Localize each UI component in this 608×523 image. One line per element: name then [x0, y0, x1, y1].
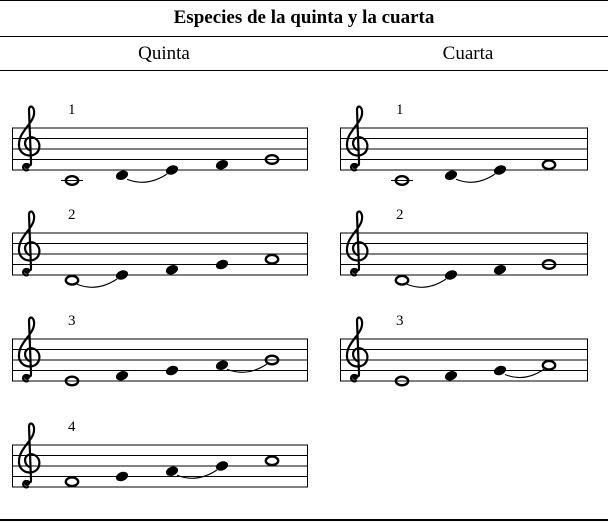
bottom-rule	[0, 519, 608, 521]
clef-tail-dot	[352, 374, 358, 380]
staff-quinta-1	[12, 102, 316, 194]
staff-quinta-4	[12, 419, 316, 511]
species-number: 4	[68, 419, 76, 435]
staff-cuarta-2	[340, 207, 596, 299]
header-rule	[0, 70, 608, 71]
quarter-note	[115, 369, 130, 382]
whole-note	[543, 361, 555, 370]
clef-tail-dot	[24, 268, 30, 274]
species-number: 1	[396, 102, 404, 118]
quarter-note	[215, 158, 230, 171]
quarter-note	[115, 470, 130, 483]
slur	[177, 470, 217, 478]
whole-note	[396, 276, 408, 285]
whole-note	[66, 276, 78, 285]
clef-tail-dot	[352, 268, 358, 274]
column-heading-quinta: Quinta	[138, 43, 190, 64]
staff-quinta-3	[12, 313, 316, 405]
clef-tail-dot	[24, 480, 30, 486]
species-number: 1	[68, 102, 76, 118]
whole-note	[543, 160, 555, 169]
quarter-note	[165, 364, 180, 377]
quarter-note	[444, 369, 459, 382]
title-rule	[0, 36, 608, 37]
slur	[127, 174, 167, 182]
slur	[77, 279, 117, 287]
staff-quinta-2	[12, 207, 316, 299]
slur	[407, 279, 446, 287]
species-number: 2	[396, 207, 404, 223]
whole-note	[266, 255, 278, 264]
table-title: Especies de la quinta y la cuarta	[173, 7, 435, 28]
species-number: 3	[68, 313, 76, 329]
column-heading-cuarta: Cuarta	[442, 43, 494, 64]
clef-tail-dot	[24, 163, 30, 169]
whole-note	[266, 456, 278, 465]
species-number: 2	[68, 207, 76, 223]
species-number: 3	[396, 313, 404, 329]
staff-cuarta-1	[340, 102, 596, 194]
slur	[227, 364, 267, 372]
staff-cuarta-3	[340, 313, 596, 405]
quarter-note	[215, 258, 230, 271]
slur	[456, 174, 495, 182]
clef-tail-dot	[24, 374, 30, 380]
quarter-note	[493, 263, 508, 276]
whole-note	[66, 477, 78, 486]
top-rule	[0, 0, 608, 1]
clef-tail-dot	[352, 163, 358, 169]
quarter-note	[165, 263, 180, 276]
